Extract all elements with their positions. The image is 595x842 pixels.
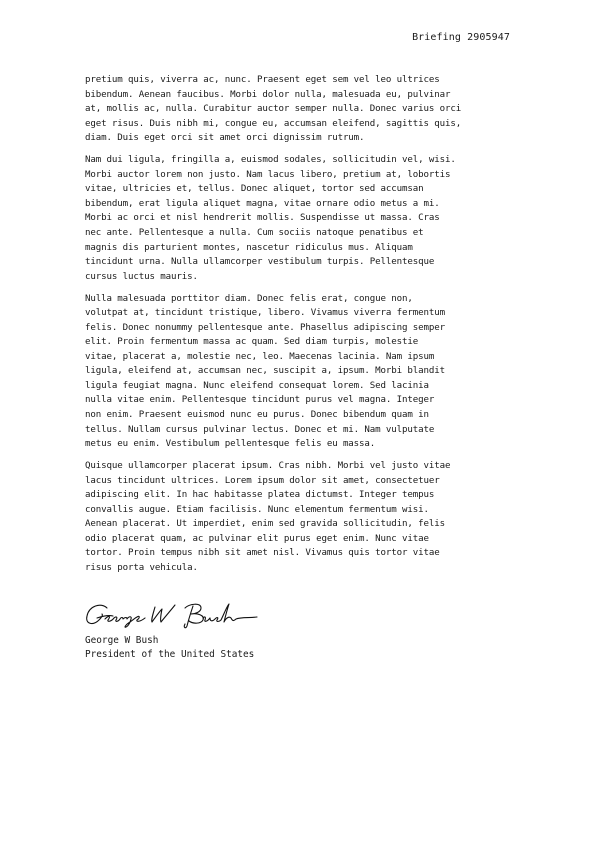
letter-body [85, 73, 525, 663]
paragraph-2: Nam dui ligula, fringilla a, euismod sodales, sollicitudin vel, wisi. Morbi auctor lorem non justo. Nam lacus libero, pretium at, lobortis vitae, ultricies et, tellus. Donec aliquet, tortor sed accumsan bibendum, erat ligula aliquet magna, vitae ornare odio metus a mi. Morbi ac orci et nisl hendrerit mollis. Suspendisse ut massa. Cras nec ante. Pellentesque a nulla. Cum sociis natoque penatibus et magnis dis parturient montes, nascetur ridiculus mus. Aliquam tincidunt urna. Nulla ullamcorper vestibulum turpis. Pellentesque cursus luctus mauris. [85, 155, 456, 282]
signatory-title: President of the United States [85, 649, 255, 661]
paragraph-1: pretium quis, viverra ac, nunc. Praesent eget sem vel leo ultrices bibendum. Aenean faucibus. Morbi dolor nulla, malesuada eu, pulvinar at, mollis ac, nulla. Curabitur auctor semper nulla. Donec varius orci eget risus. Duis nibh mi, congue eu, accumsan eleifend, sagittis quis, diam. Duis eget orci sit amet orci dignissim rutrum. [85, 75, 462, 144]
briefing-header: Briefing 2905947 [412, 32, 510, 43]
handwritten-signature [85, 596, 275, 634]
signature-block [85, 634, 525, 663]
paragraph-3: Nulla malesuada porttitor diam. Donec felis erat, congue non, volutpat at, tincidunt tristique, libero. Vivamus viverra fermentum felis. Donec nonummy pellentesque ante. Phasellus adipiscing semper elit. Proin fermentum massa ac quam. Sed diam turpis, molestie vitae, placerat a, molestie nec, leo. Maecenas lacinia. Nam ipsum ligula, eleifend at, accumsan nec, suscipit a, ipsum. Morbi blandit ligula feugiat magna. Nunc eleifend consequat lorem. Sed lacinia nulla vitae enim. Pellentesque tincidunt purus vel magna. Integer non enim. Praesent euismod nunc eu purus. Donec bibendum quam in tellus. Nullam cursus pulvinar lectus. Donec et mi. Nam vulputate metus eu enim. Vestibulum pellentesque felis eu massa. [85, 293, 446, 450]
signatory-name: George W Bush [85, 634, 159, 646]
paragraph-4: Quisque ullamcorper placerat ipsum. Cras nibh. Morbi vel justo vitae lacus tincidunt ultrices. Lorem ipsum dolor sit amet, consectetuer adipiscing elit. In hac habitasse platea dictumst. Integer tempus convallis augue. Etiam facilisis. Nunc elementum fermentum wisi. Aenean placerat. Ut imperdiet, enim sed gravida sollicitudin, felis odio placerat quam, ac pulvinar elit purus eget enim. Nunc vitae tortor. Proin tempus nibh sit amet nisl. Vivamus quis tortor vitae risus porta vehicula. [85, 461, 451, 573]
